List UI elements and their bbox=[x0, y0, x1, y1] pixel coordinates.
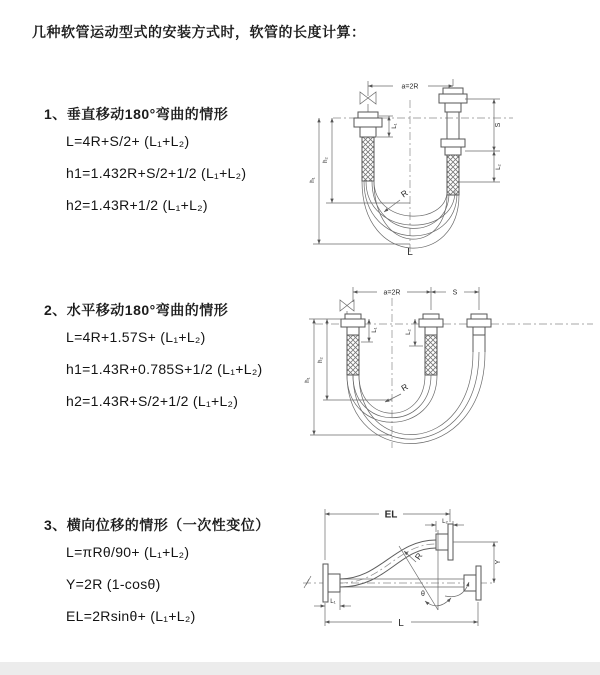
dim-label-l1: L₁ bbox=[391, 123, 398, 129]
page-bottom-edge bbox=[0, 662, 600, 675]
dim-label-l2: L₂ bbox=[495, 164, 502, 170]
angle-label: θ bbox=[421, 591, 425, 598]
hose-u-curves bbox=[347, 352, 485, 444]
section1-formulas bbox=[66, 131, 246, 227]
formula-line: L=4R+S/2+ (L₁+L₂) bbox=[66, 133, 190, 149]
dimension-el bbox=[325, 509, 450, 560]
hose-u-curves bbox=[362, 181, 459, 248]
braided-hose-section bbox=[362, 137, 374, 181]
diagram-lateral-displacement bbox=[295, 498, 600, 643]
dimension-s bbox=[465, 99, 502, 151]
dim-label-h2: h₂ bbox=[317, 357, 324, 363]
radius-label: R bbox=[399, 381, 410, 394]
dim-label-a2r: a=2R bbox=[401, 83, 419, 91]
dim-label-l1: L₁ bbox=[371, 327, 378, 333]
formula-line: h1=1.432R+S/2+1/2 (L₁+L₂) bbox=[66, 165, 247, 181]
dim-label-s: S bbox=[452, 289, 458, 297]
dim-label-l2: L₂ bbox=[405, 329, 412, 335]
fitting-position-2 bbox=[419, 314, 443, 375]
page-title: 几种软管运动型式的安装方式时，软管的长度计算： bbox=[32, 24, 366, 40]
section3-formulas bbox=[66, 542, 196, 638]
dimension-s bbox=[431, 290, 479, 297]
dimension-a2r bbox=[368, 79, 453, 96]
right-fitting bbox=[439, 88, 467, 195]
dimension-l2 bbox=[425, 518, 464, 532]
radius-label: R bbox=[412, 550, 425, 562]
formula-line: EL=2Rsinθ+ (L₁+L₂) bbox=[66, 608, 196, 624]
braided-hose-section bbox=[425, 335, 437, 375]
dim-label-h2: h₂ bbox=[322, 157, 329, 163]
formula-line: h2=1.43R+S/2+1/2 (L₁+L₂) bbox=[66, 393, 239, 409]
left-fitting bbox=[354, 112, 382, 181]
dim-label-y: Y bbox=[495, 559, 502, 565]
dimension-a2r bbox=[353, 287, 479, 310]
formula-line: h1=1.43R+0.785S+1/2 (L₁+L₂) bbox=[66, 361, 263, 377]
section3-heading: 3、横向位移的情形（一次性变位） bbox=[44, 517, 270, 533]
formula-line: L=4R+1.57S+ (L₁+L₂) bbox=[66, 329, 206, 345]
dim-label-h1: h₁ bbox=[309, 177, 316, 183]
braided-hose-section bbox=[347, 335, 359, 375]
diagram-vertical-180-bend bbox=[308, 72, 598, 257]
radius-callout bbox=[385, 382, 410, 402]
section1-heading: 1、垂直移动180°弯曲的情形 bbox=[44, 106, 229, 122]
left-fitting bbox=[323, 564, 340, 602]
dim-label-a2r: a=2R bbox=[383, 289, 401, 297]
right-fitting bbox=[464, 566, 481, 600]
fitting-position-1 bbox=[341, 314, 365, 375]
dimension-l2 bbox=[459, 151, 502, 182]
dim-label-l1: L₁ bbox=[330, 598, 336, 605]
formula-line: L=πRθ/90+ (L₁+L₂) bbox=[66, 544, 190, 560]
braided-hose-section bbox=[447, 155, 459, 195]
dim-label-h1: h₁ bbox=[304, 377, 311, 383]
dim-label-el: EL bbox=[384, 509, 398, 521]
dim-label-l: L bbox=[398, 618, 404, 629]
dim-label-l2: L₂ bbox=[442, 518, 448, 525]
radius-label: R bbox=[398, 187, 410, 200]
hose-displaced-position bbox=[340, 540, 436, 587]
pipe-break-mark bbox=[304, 576, 311, 588]
length-label: L bbox=[407, 247, 413, 258]
diagram-horizontal-180-bend bbox=[303, 280, 598, 455]
dimension-l1 bbox=[314, 592, 351, 610]
fitting-position-3 bbox=[467, 314, 491, 352]
formula-line: h2=1.43R+1/2 (L₁+L₂) bbox=[66, 197, 208, 213]
dim-label-s: S bbox=[495, 122, 502, 128]
upper-fitting bbox=[436, 524, 453, 560]
section2-formulas bbox=[66, 327, 263, 423]
formula-line: Y=2R (1-cosθ) bbox=[66, 576, 161, 592]
section2-heading: 2、水平移动180°弯曲的情形 bbox=[44, 302, 229, 318]
